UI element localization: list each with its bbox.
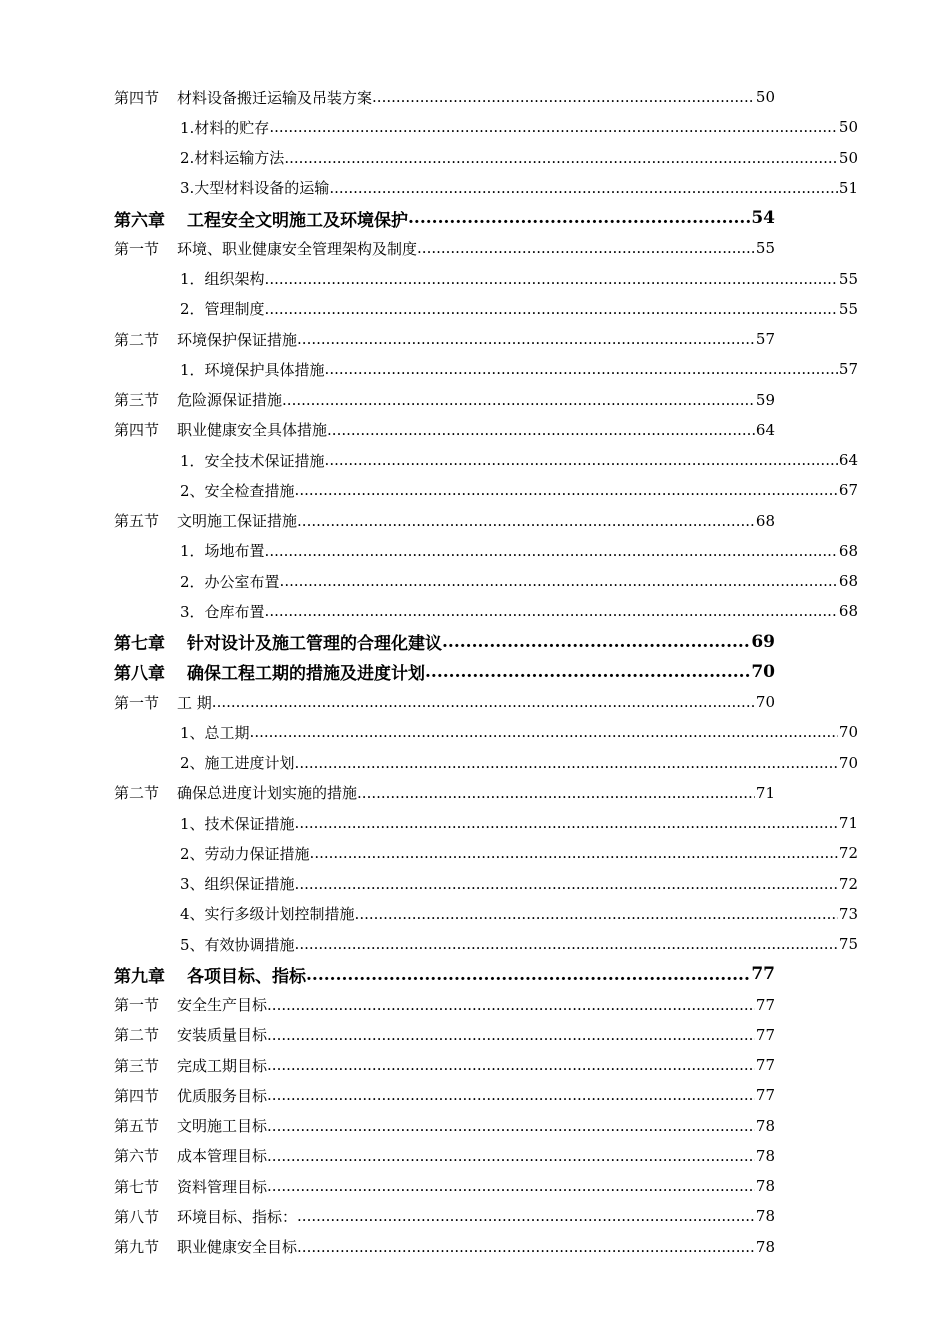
toc-section-row[interactable] [0,233,950,263]
dot-leader [267,1086,755,1104]
table-of-contents [0,82,950,1262]
toc-section-title: 成本管理目标 [177,1147,268,1166]
dot-leader [297,1207,755,1225]
toc-entry [180,540,858,561]
toc-entry [114,206,775,231]
toc-section-label: 第二节 [114,784,160,803]
toc-item-title: 3.大型材料设备的运输 [180,179,330,198]
dot-leader [280,572,838,590]
toc-section-label: 第四节 [114,88,160,107]
toc-item-row[interactable] [0,112,950,142]
toc-page-number: 50 [755,88,775,107]
toc-section-row[interactable] [0,1020,950,1050]
toc-section-label: 第九节 [114,1238,160,1257]
toc-item-title: 2、劳动力保证措施 [180,844,310,863]
dot-leader [355,905,838,923]
toc-page-number: 51 [838,178,858,197]
dot-leader [297,1238,755,1256]
toc-section-row[interactable] [0,324,950,354]
toc-section-label: 第三节 [114,1056,160,1075]
toc-section-title: 优质服务目标 [177,1086,268,1105]
toc-chapter-row[interactable] [0,657,950,687]
toc-page-number: 57 [755,330,775,349]
dot-leader [295,754,838,772]
toc-entry [114,782,775,803]
dot-leader [295,814,838,832]
toc-entry [114,329,775,350]
toc-section-label: 第七节 [114,1177,160,1196]
toc-section-row[interactable] [0,990,950,1020]
toc-section-label: 第一节 [114,693,160,712]
toc-chapter-title: 各项目标、指标 [187,966,306,987]
toc-entry [114,1206,775,1227]
toc-entry [114,87,775,108]
toc-entry [180,177,858,198]
dot-leader [417,239,755,257]
toc-item-title: 2．管理制度 [180,300,265,319]
toc-page-number: 77 [755,1086,775,1105]
toc-entry [180,903,858,924]
toc-item-title: 1．安全技术保证措施 [180,451,325,470]
toc-page-number: 73 [838,904,858,923]
toc-section-row[interactable] [0,1171,950,1201]
dot-leader [329,179,838,197]
toc-section-row[interactable] [0,415,950,445]
toc-section-title: 危险源保证措施 [177,391,283,410]
toc-entry [114,1236,775,1257]
dot-leader [265,542,838,560]
dot-leader [265,602,838,620]
toc-item-row[interactable] [0,173,950,203]
dot-leader [325,451,838,469]
toc-item-title: 1．环境保护具体措施 [180,360,325,379]
toc-page-number: 70 [838,753,858,772]
toc-entry [180,298,858,319]
dot-leader [282,391,755,409]
toc-entry [114,419,775,440]
toc-page-number: 68 [838,572,858,591]
toc-item-title: 2．办公室布置 [180,572,280,591]
dot-leader [265,300,838,318]
toc-section-label: 第二节 [114,330,160,349]
toc-item-row[interactable] [0,838,950,868]
toc-entry [180,450,858,471]
toc-section-title: 资料管理目标 [177,1177,268,1196]
dot-leader [284,149,838,167]
dot-leader [295,935,838,953]
toc-entry [180,147,858,168]
toc-entry [114,1115,775,1136]
toc-entry [180,601,858,622]
toc-item-title: 1、总工期 [180,723,250,742]
toc-section-title: 安装质量目标 [177,1026,268,1045]
toc-item-title: 3．仓库布置 [180,602,265,621]
toc-entry [180,117,858,138]
toc-section-row[interactable] [0,1111,950,1141]
toc-chapter-title: 工程安全文明施工及环境保护 [187,210,408,231]
toc-item-row[interactable] [0,354,950,384]
toc-entry [114,1145,775,1166]
toc-section-title: 文明施工保证措施 [177,512,298,531]
toc-entry [114,692,775,713]
toc-item-row[interactable] [0,475,950,505]
toc-item-title: 1．组织架构 [180,270,265,289]
toc-item-row[interactable] [0,748,950,778]
toc-item-title: 1.材料的贮存 [180,118,270,137]
toc-entry [180,268,858,289]
toc-page-number: 59 [755,390,775,409]
toc-item-row[interactable] [0,717,950,747]
toc-page-number: 78 [755,1177,775,1196]
toc-item-row[interactable] [0,445,950,475]
toc-section-row[interactable] [0,1050,950,1080]
dot-leader [269,118,838,136]
toc-section-row[interactable] [0,687,950,717]
toc-item-title: 5、有效协调措施 [180,935,295,954]
dot-leader [267,1147,755,1165]
dot-leader [267,1026,755,1044]
toc-chapter-title: 针对设计及施工管理的合理化建议 [187,634,442,655]
toc-item-row[interactable] [0,566,950,596]
dot-leader [297,512,755,530]
dot-leader [408,208,750,228]
toc-page-number: 72 [838,844,858,863]
toc-page-number: 55 [755,239,775,258]
toc-entry [180,843,858,864]
toc-entry [114,659,775,684]
dot-leader [267,996,755,1014]
toc-chapter-title: 确保工程工期的措施及进度计划 [187,664,425,685]
toc-entry [180,722,858,743]
toc-page-number: 78 [755,1207,775,1226]
toc-chapter-row[interactable] [0,959,950,989]
toc-page-number: 78 [755,1146,775,1165]
toc-item-title: 2.材料运输方法 [180,149,285,168]
toc-section-label: 第五节 [114,512,160,531]
toc-item-row[interactable] [0,596,950,626]
toc-item-row[interactable] [0,808,950,838]
toc-section-label: 第二节 [114,1026,160,1045]
toc-page-number: 54 [751,208,775,229]
toc-item-row[interactable] [0,536,950,566]
toc-section-row[interactable] [0,385,950,415]
toc-entry [114,1055,775,1076]
toc-section-label: 第六节 [114,1147,160,1166]
toc-section-row[interactable] [0,778,950,808]
toc-chapter-label: 第六章 [114,210,165,231]
toc-page-number: 70 [755,693,775,712]
toc-section-label: 第三节 [114,391,160,410]
toc-item-title: 1、技术保证措施 [180,814,295,833]
toc-section-title: 确保总进度计划实施的措施 [177,784,358,803]
toc-section-label: 第八节 [114,1207,160,1226]
toc-entry [114,389,775,410]
dot-leader [267,1117,755,1135]
toc-section-label: 第四节 [114,1086,160,1105]
toc-entry [114,1024,775,1045]
toc-page-number: 67 [838,481,858,500]
toc-page-number: 68 [838,541,858,560]
toc-section-title: 文明施工目标 [177,1117,268,1136]
toc-chapter-label: 第七章 [114,634,165,655]
toc-item-title: 2、安全检查措施 [180,481,295,500]
toc-section-label: 第四节 [114,421,160,440]
toc-section-label: 第一节 [114,996,160,1015]
toc-page-number: 64 [755,420,775,439]
toc-entry [114,238,775,259]
toc-entry [114,629,775,654]
dot-leader [425,662,750,682]
toc-section-title: 安全生产目标 [177,996,268,1015]
toc-section-title: 职业健康安全目标 [177,1238,298,1257]
toc-entry [180,813,858,834]
toc-section-row[interactable] [0,506,950,536]
toc-entry [180,480,858,501]
toc-item-row[interactable] [0,143,950,173]
toc-page-number: 77 [755,1056,775,1075]
toc-entry [114,1085,775,1106]
dot-leader [327,421,755,439]
toc-section-row[interactable] [0,1201,950,1231]
dot-leader [372,88,755,106]
toc-page-number: 77 [755,1025,775,1044]
toc-chapter-row[interactable] [0,627,950,657]
toc-entry [114,1176,775,1197]
toc-chapter-label: 第九章 [114,966,165,987]
toc-section-label: 第五节 [114,1117,160,1136]
toc-item-title: 2、施工进度计划 [180,754,295,773]
toc-chapter-label: 第八章 [114,664,165,685]
toc-section-title: 完成工期目标 [177,1056,268,1075]
toc-entry [180,752,858,773]
toc-item-row[interactable] [0,294,950,324]
dot-leader [297,330,755,348]
toc-section-row[interactable] [0,1080,950,1110]
toc-page-number: 55 [838,299,858,318]
toc-item-row[interactable] [0,899,950,929]
toc-page-number: 50 [838,118,858,137]
toc-entry [180,873,858,894]
toc-section-row[interactable] [0,82,950,112]
dot-leader [442,631,750,651]
toc-entry [180,359,858,380]
toc-page-number: 68 [755,511,775,530]
toc-page-number: 69 [751,631,775,652]
toc-page-number: 64 [838,451,858,470]
toc-section-row[interactable] [0,1141,950,1171]
dot-leader [306,964,750,984]
toc-page-number: 72 [838,874,858,893]
toc-page-number: 50 [838,148,858,167]
toc-entry [114,510,775,531]
dot-leader [267,1177,755,1195]
toc-page-number: 70 [751,661,775,682]
dot-leader [357,784,755,802]
toc-page-number: 71 [838,814,858,833]
toc-page-number: 57 [838,360,858,379]
toc-section-row[interactable] [0,1232,950,1262]
toc-page-number: 77 [755,995,775,1014]
toc-item-title: 4、实行多级计划控制措施 [180,905,355,924]
dot-leader [325,360,838,378]
toc-section-title: 环境目标、指标： [177,1207,298,1226]
toc-item-title: 1．场地布置 [180,542,265,561]
toc-item-row[interactable] [0,264,950,294]
toc-page-number: 75 [838,935,858,954]
dot-leader [267,1056,755,1074]
toc-section-title: 环境保护保证措施 [177,330,298,349]
toc-page-number: 78 [755,1116,775,1135]
toc-chapter-row[interactable] [0,203,950,233]
dot-leader [295,875,838,893]
toc-entry [114,962,775,987]
toc-page-number: 68 [838,602,858,621]
toc-item-row[interactable] [0,929,950,959]
toc-section-title: 职业健康安全具体措施 [177,421,328,440]
dot-leader [310,844,838,862]
toc-item-title: 3、组织保证措施 [180,875,295,894]
toc-page-number: 55 [838,269,858,288]
toc-section-title: 环境、职业健康安全管理架构及制度 [177,239,418,258]
toc-page-number: 77 [751,964,775,985]
toc-entry [114,994,775,1015]
toc-page-number: 71 [755,783,775,802]
toc-page-number: 78 [755,1237,775,1256]
dot-leader [250,723,838,741]
toc-section-title: 材料设备搬迁运输及吊装方案 [177,88,373,107]
toc-section-label: 第一节 [114,239,160,258]
dot-leader [295,481,838,499]
dot-leader [265,270,838,288]
dot-leader [212,693,755,711]
toc-item-row[interactable] [0,869,950,899]
toc-entry [180,571,858,592]
toc-entry [180,934,858,955]
toc-section-title: 工 期 [177,693,212,712]
toc-page-number: 70 [838,723,858,742]
